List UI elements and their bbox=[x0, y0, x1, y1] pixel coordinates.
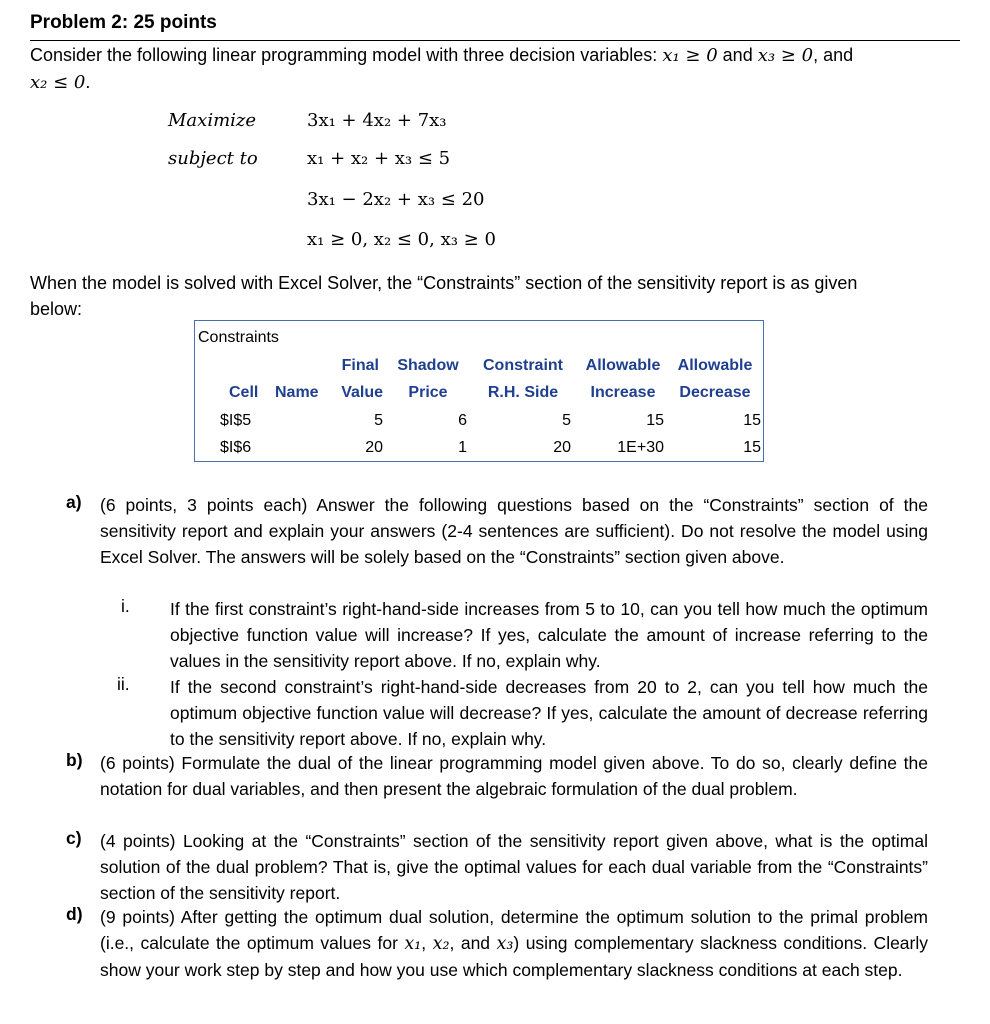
constraint-2: 3x₁ − 2x₂ + x₃ ≤ 20 bbox=[307, 189, 485, 210]
row1-shadow: 6 bbox=[458, 412, 467, 429]
question-a-ii-text: If the second constraint’s right-hand-side decreases from 20 to 2, can you tell how much the optimum objective function value will decrease? If yes, calculate the amount of decrease referring to the sensitivity report above. If no, explain why. bbox=[170, 677, 928, 749]
intro-c2: x₃ ≥ 0 bbox=[757, 45, 814, 66]
row2-cell: $I$6 bbox=[220, 439, 252, 456]
header-cell: Cell bbox=[229, 384, 259, 401]
problem-heading: Problem 2: 25 points bbox=[30, 12, 217, 33]
intro-lead: Consider the following linear programming model with three decision variables: bbox=[30, 45, 663, 65]
header-value: Value bbox=[341, 384, 383, 401]
header-shadow: Shadow bbox=[397, 357, 459, 374]
row1-cell: $I$5 bbox=[220, 412, 252, 429]
intro-and1: and bbox=[717, 45, 758, 65]
header-final: Final bbox=[341, 357, 379, 374]
header-constraint: Constraint bbox=[483, 357, 563, 374]
row1-final: 5 bbox=[374, 412, 383, 429]
question-a-marker: a) bbox=[66, 492, 82, 512]
question-d-pre: (9 points) After getting the optimum dual solution, determine the optimum solution to the primal problem (i.e., calculate the optimum values for bbox=[100, 907, 928, 953]
intro-and2: , and bbox=[813, 45, 854, 65]
objective-function: 3x₁ + 4x₂ + 7x₃ bbox=[307, 110, 447, 131]
constraint-1: x₁ + x₂ + x₃ ≤ 5 bbox=[307, 148, 451, 169]
subject-to-label: subject to bbox=[168, 148, 258, 169]
var-x3: x₃ bbox=[496, 934, 514, 954]
maximize-label: Maximize bbox=[168, 110, 257, 131]
sensitivity-report bbox=[194, 320, 764, 462]
row2-increase: 1E+30 bbox=[617, 439, 664, 456]
row2-shadow: 1 bbox=[458, 439, 467, 456]
intro-paragraph bbox=[30, 42, 960, 96]
report-section-title: Constraints bbox=[198, 329, 279, 346]
solver-paragraph bbox=[30, 270, 960, 322]
header-allowable-dec: Allowable bbox=[677, 357, 753, 374]
row1-rhs: 5 bbox=[562, 412, 571, 429]
row1-decrease: 15 bbox=[743, 412, 761, 429]
header-increase: Increase bbox=[590, 384, 656, 401]
header-decrease: Decrease bbox=[679, 384, 751, 401]
question-d-sep2: , and bbox=[449, 933, 497, 953]
header-rhs: R.H. Side bbox=[487, 384, 559, 401]
question-d-text bbox=[100, 904, 928, 983]
header-price: Price bbox=[408, 384, 448, 401]
question-c-text: (4 points) Looking at the “Constraints” section of the sensitivity report given above, what is the optimal solution of the dual problem? That is, give the optimal values for each dual variable from the “Constraints” section of the sensitivity report. bbox=[100, 831, 928, 903]
question-d-sep1: , bbox=[421, 933, 433, 953]
header-name: Name bbox=[275, 384, 319, 401]
sign-constraints: x₁ ≥ 0, x₂ ≤ 0, x₃ ≥ 0 bbox=[307, 229, 496, 250]
question-b-text: (6 points) Formulate the dual of the linear programming model given above. To do so, clearly define the notation for dual variables, and then present the algebraic formulation of the dual problem. bbox=[100, 753, 928, 799]
solver-line-1: When the model is solved with Excel Solver, the “Constraints” section of the sensitivity report is as given bbox=[30, 273, 858, 293]
question-a-text: (6 points, 3 points each) Answer the following questions based on the “Constraints” section of the sensitivity report and explain your answers (2-4 sentences are sufficient). Do not resolve the model using Excel Solver. The answers will be solely based on the “Constraints” section given above. bbox=[100, 495, 928, 567]
intro-end: . bbox=[85, 72, 91, 92]
heading-divider bbox=[30, 40, 960, 41]
solver-line-2: below: bbox=[30, 299, 83, 319]
intro-c1: x₁ ≥ 0 bbox=[662, 45, 718, 66]
question-b-marker: b) bbox=[66, 750, 83, 770]
var-x1: x₁ bbox=[404, 934, 422, 954]
question-d-post: ) using complementary slackness conditions. Clearly show your work step by step and how you use which complementary slackness conditions at each step. bbox=[100, 933, 929, 980]
question-a-i-marker: i. bbox=[121, 596, 130, 616]
question-a-i-text: If the first constraint’s right-hand-side increases from 5 to 10, can you tell how much the optimum objective function value will increase? If yes, calculate the amount of increase referring to the values in the sensitivity report above. If no, explain why. bbox=[170, 599, 928, 671]
intro-c3: x₂ ≤ 0 bbox=[30, 72, 86, 93]
row1-increase: 15 bbox=[646, 412, 664, 429]
row2-rhs: 20 bbox=[553, 439, 571, 456]
header-allowable-inc: Allowable bbox=[585, 357, 661, 374]
question-d-marker: d) bbox=[66, 904, 83, 924]
row2-decrease: 15 bbox=[743, 439, 761, 456]
question-c-marker: c) bbox=[66, 828, 82, 848]
question-a-ii-marker: ii. bbox=[117, 674, 130, 694]
var-x2: x₂ bbox=[432, 934, 450, 954]
row2-final: 20 bbox=[365, 439, 383, 456]
